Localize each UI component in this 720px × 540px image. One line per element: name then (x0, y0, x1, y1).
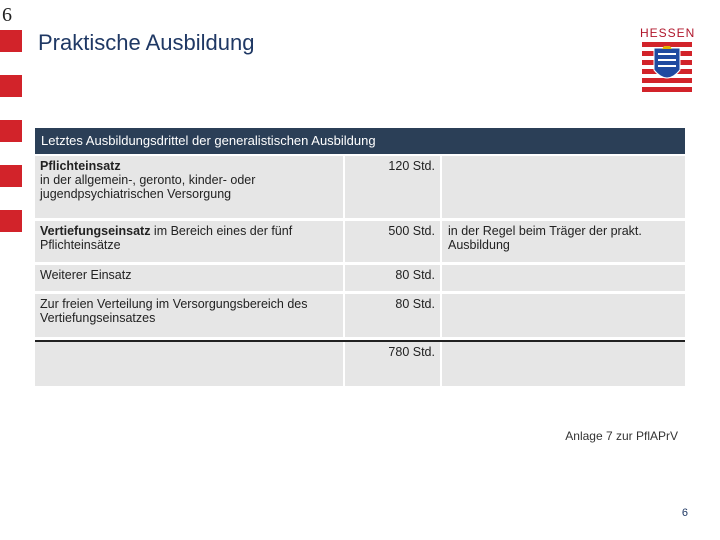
table-row (35, 221, 685, 262)
table-row (35, 156, 685, 218)
row-label-text: im Bereich eines der fünf Pflichteinsätze (40, 224, 293, 252)
row-label-text: Weiterer Einsatz (40, 268, 132, 282)
total-note (442, 342, 685, 386)
row-label-text: in der allgemein-, geronto, kinder- oder jugendpsychiatrischen Versorgung (40, 173, 256, 201)
row-label-text: Zur freien Verteilung im Versorgungsbereich des Vertiefungseinsatzes (40, 297, 308, 325)
red-bar-3 (0, 120, 22, 142)
logo-text: HESSEN (640, 26, 696, 40)
row-hours: 80 Std. (345, 265, 442, 291)
red-bar-1 (0, 30, 22, 52)
table-row (35, 265, 685, 291)
row-label-bold: Vertiefungseinsatz (40, 224, 151, 238)
slide-number-top: 6 (2, 4, 12, 26)
table-row (35, 294, 685, 337)
row-note (442, 156, 685, 218)
row-label (35, 156, 345, 218)
total-row (35, 340, 685, 386)
row-note (442, 265, 685, 291)
red-bar-2 (0, 75, 22, 97)
training-table (35, 128, 685, 389)
page-title: Praktische Ausbildung (38, 30, 255, 55)
row-label (35, 265, 345, 291)
red-bar-5 (0, 210, 22, 232)
appendix-reference: Anlage 7 zur PflAPrV (565, 429, 678, 443)
row-hours: 120 Std. (345, 156, 442, 218)
row-hours: 80 Std. (345, 294, 442, 337)
row-note (442, 294, 685, 337)
row-label (35, 294, 345, 337)
row-note: in der Regel beim Träger der prakt. Ausbildung (448, 224, 642, 252)
row-label-bold: Pflichteinsatz (40, 159, 121, 173)
row-label (35, 221, 345, 262)
table-header: Letztes Ausbildungsdrittel der generalistischen Ausbildung (35, 128, 685, 154)
total-hours: 780 Std. (345, 342, 442, 386)
row-hours: 500 Std. (345, 221, 442, 262)
page-number: 6 (681, 507, 688, 519)
red-bar-4 (0, 165, 22, 187)
total-label (35, 342, 345, 386)
hessen-crest-icon (640, 40, 694, 96)
hessen-logo (640, 26, 694, 96)
